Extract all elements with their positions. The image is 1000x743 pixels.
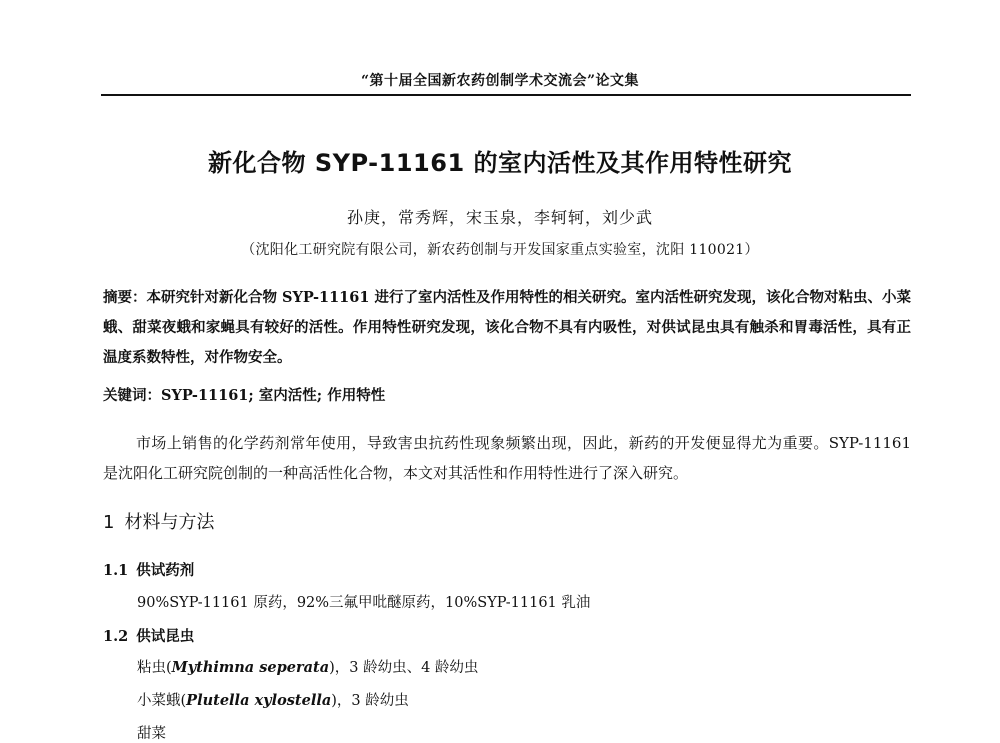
intro-paragraph: 市场上销售的化学药剂常年使用，导致害虫抗药性现象频繁出现，因此，新药的开发便显得尤为重要。SYP-11161 是沈阳化工研究院创制的一种高活性化合物，本文对其活性和作用特性进行了深入研究。 <box>103 434 911 482</box>
author-list: 孙庚，常秀辉，宋玉泉，李轲轲，刘少武 <box>346 208 653 227</box>
header-rule <box>101 94 911 96</box>
insect-suffix: )，3 龄幼虫、4 龄幼虫 <box>329 660 479 676</box>
insect-prefix: 小菜蛾( <box>137 693 187 709</box>
insect-item <box>137 722 166 743</box>
insect-item <box>137 689 409 710</box>
subsection-number: 1.1 <box>103 562 129 579</box>
test-chemicals: 90%SYP-11161 原药，92%三氟甲吡醚原药，10%SYP-11161 乳油 <box>137 595 591 611</box>
subsection-heading <box>103 559 194 580</box>
subsection-title: 供试药剂 <box>136 562 195 579</box>
subsection-number: 1.2 <box>103 628 129 645</box>
insect-item <box>137 656 478 677</box>
subsection-heading <box>103 625 194 646</box>
insect-prefix: 甜菜 <box>137 726 166 742</box>
abstract <box>103 283 911 373</box>
section-heading <box>103 508 214 534</box>
keywords-text: SYP-11161; 室内活性; 作用特性 <box>161 387 386 404</box>
insect-latin-name: Plutella xylostella <box>186 692 332 709</box>
subsection-title: 供试昆虫 <box>136 628 195 645</box>
abstract-label: 摘要： <box>103 289 147 306</box>
affiliation: （沈阳化工研究院有限公司，新农药创制与开发国家重点实验室，沈阳 110021） <box>241 242 759 258</box>
insect-suffix: )，3 龄幼虫 <box>331 693 409 709</box>
section-number: 1 <box>103 512 115 533</box>
abstract-text: 本研究针对新化合物 SYP-11161 进行了室内活性及作用特性的相关研究。室内活性研究发现，该化合物对粘虫、小菜蛾、甜菜夜蛾和家蝇具有较好的活性。作用特性研究发现，该化合物不具有内吸性，对供试昆虫具有触杀和胃毒活性，具有正温度系数特性，对作物安全。 <box>103 289 911 366</box>
paper-title: 新化合物 SYP-11161 的室内活性及其作用特性研究 <box>208 149 792 177</box>
keywords <box>103 381 911 411</box>
insect-latin-name: Mythimna seperata <box>171 659 330 676</box>
section-title: 材料与方法 <box>124 512 215 533</box>
insect-prefix: 粘虫( <box>137 660 172 676</box>
keywords-label: 关键词： <box>103 387 161 404</box>
running-header: “第十届全国新农药创制学术交流会”论文集 <box>360 73 640 89</box>
